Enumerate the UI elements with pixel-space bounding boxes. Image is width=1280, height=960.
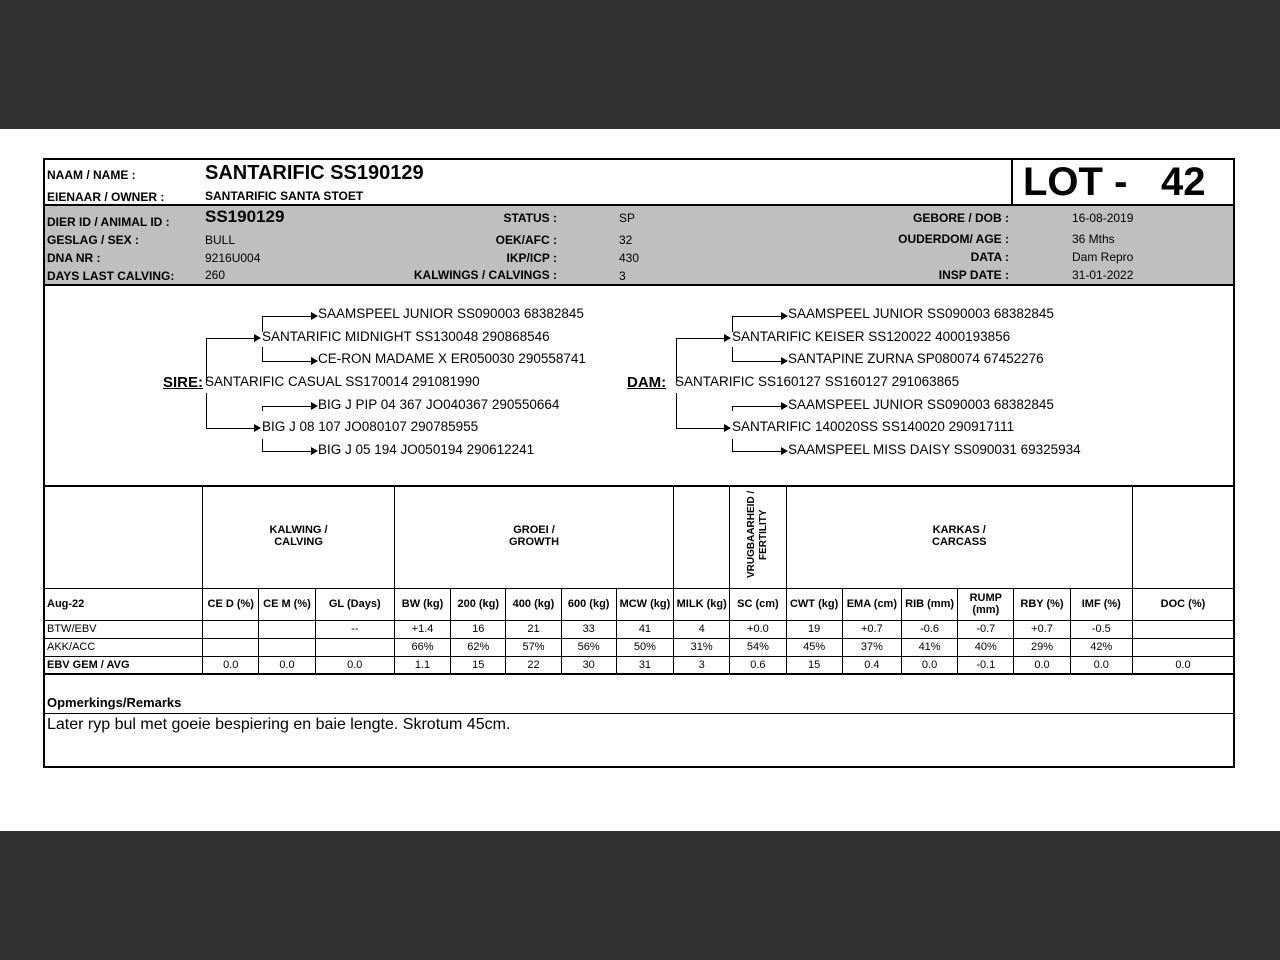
afc-label: OEK/AFC : [495,233,557,247]
arrow-icon [311,312,318,320]
sire-dam-sire: BIG J PIP 04 367 JO040367 290550664 [318,397,560,412]
ebv-group-row [45,485,1233,588]
icp-label: IKP/ICP : [506,251,557,265]
sex-label: GESLAG / SEX : [47,233,140,247]
top-dark-band [0,0,1280,129]
dam-dam-dam: SAAMSPEEL MISS DAISY SS090031 69325934 [788,442,1081,457]
owner-value: SANTARIFIC SANTA STOET [205,189,364,203]
data-label: DATA : [970,250,1009,264]
calvings-label: KALWINGS / CALVINGS : [413,268,557,282]
remarks-text: Later ryp bul met goeie bespiering en baie lengte. Skrotum 45cm. [47,716,511,733]
dam-sire-dam: SANTAPINE ZURNA SP080074 67452276 [788,351,1044,366]
dam-name: SANTARIFIC SS160127 SS160127 291063865 [675,374,960,389]
arrow-icon [724,424,731,432]
dna-value: 9216U004 [205,251,261,265]
col-header: 400 (kg) [506,588,561,620]
arrow-icon [781,312,788,320]
sire-name: SANTARIFIC CASUAL SS170014 291081990 [205,374,480,389]
lot-label: LOT - [1023,160,1128,204]
group-carcass: KARKAS / CARCASS [786,485,1132,588]
col-header: EMA (cm) [842,588,901,620]
status-value: SP [619,211,636,225]
insp-value: 31-01-2022 [1072,268,1134,282]
col-header: CE M (%) [259,588,315,620]
arrow-icon [781,402,788,410]
arrow-icon [311,402,318,410]
remarks-heading: Opmerkings/Remarks [45,690,1233,714]
col-header: RUMP (mm) [958,588,1014,620]
sire-sire: SANTARIFIC MIDNIGHT SS130048 290868546 [262,329,550,344]
calvings-value: 3 [619,269,626,283]
table-row: AKK/ACC 66% 62% 57% 56% 50% 31% 54% 45% 37% 41% 40% 29% 42% [45,638,1233,656]
arrow-icon [254,334,261,342]
dam-sire-sire: SAAMSPEEL JUNIOR SS090003 68382845 [788,306,1054,321]
status-label: STATUS : [503,211,557,225]
arrow-icon [311,447,318,455]
bottom-dark-band [0,831,1280,960]
sire-dam: BIG J 08 107 JO080107 290785955 [262,419,479,434]
group-growth: GROEI / GROWTH [394,485,673,588]
group-fertility: VRUGBAARHEID / FERTILITY [730,485,786,588]
sire-sire-dam: CE-RON MADAME X ER050030 290558741 [318,351,586,366]
arrow-icon [781,447,788,455]
animal-id-label: DIER ID / ANIMAL ID : [47,215,170,229]
col-header: SC (cm) [730,588,786,620]
table-row: EBV GEM / AVG 0.0 0.0 0.0 1.1 15 22 30 31 3 0.6 15 0.4 0.0 -0.1 0.0 0.0 0.0 [45,656,1233,674]
sire-dam-dam: BIG J 05 194 JO050194 290612241 [318,442,535,457]
group-calving: KALWING / CALVING [203,485,395,588]
arrow-icon [781,357,788,365]
lot-number: 42 [1161,160,1206,204]
col-header: MCW (kg) [616,588,673,620]
sire-label: SIRE: [163,374,204,391]
age-label: OUDERDOM/ AGE : [898,232,1009,246]
info-band [45,206,1233,286]
lot-sheet [43,158,1235,768]
sheet-header [45,160,1233,206]
col-header: 600 (kg) [561,588,616,620]
afc-value: 32 [619,233,633,247]
dam-dam-sire: SAAMSPEEL JUNIOR SS090003 68382845 [788,397,1054,412]
arrow-icon [311,357,318,365]
lot-box [1011,160,1233,206]
sex-value: BULL [205,233,236,247]
sire-sire-sire: SAAMSPEEL JUNIOR SS090003 68382845 [318,306,584,321]
dob-value: 16-08-2019 [1072,211,1134,225]
arrow-icon [254,424,261,432]
col-header: DOC (%) [1132,588,1233,620]
dna-label: DNA NR : [47,251,101,265]
col-header: MILK (kg) [674,588,730,620]
col-header: RIB (mm) [901,588,957,620]
dam-sire: SANTARIFIC KEISER SS120022 4000193856 [732,329,1011,344]
col-header: GL (Days) [315,588,394,620]
arrow-icon [724,334,731,342]
data-value: Dam Repro [1072,250,1134,264]
ebv-column-row [45,588,1233,620]
col-header: BW (kg) [394,588,450,620]
dam-label: DAM: [627,374,667,391]
insp-label: INSP DATE : [938,268,1009,282]
col-header: IMF (%) [1070,588,1132,620]
col-header: CWT (kg) [786,588,842,620]
ebv-table [45,485,1233,675]
name-label: NAAM / NAME : [47,168,136,182]
owner-label: EIENAAR / OWNER : [47,190,165,204]
col-header: RBY (%) [1014,588,1070,620]
days-value: 260 [205,268,226,282]
age-value: 36 Mths [1072,232,1115,246]
dob-label: GEBORE / DOB : [912,211,1009,225]
period-cell: Aug-22 [45,588,203,620]
col-header: CE D (%) [203,588,259,620]
animal-name: SANTARIFIC SS190129 [205,162,424,184]
dam-dam: SANTARIFIC 140020SS SS140020 290917111 [732,419,1015,434]
animal-id-value: SS190129 [205,207,285,226]
icp-value: 430 [619,251,640,265]
days-label: DAYS LAST CALVING: [47,269,175,283]
col-header: 200 (kg) [451,588,506,620]
table-row: BTW/EBV -- +1.4 16 21 33 41 4 +0.0 19 +0.7 -0.6 -0.7 +0.7 -0.5 [45,620,1233,638]
